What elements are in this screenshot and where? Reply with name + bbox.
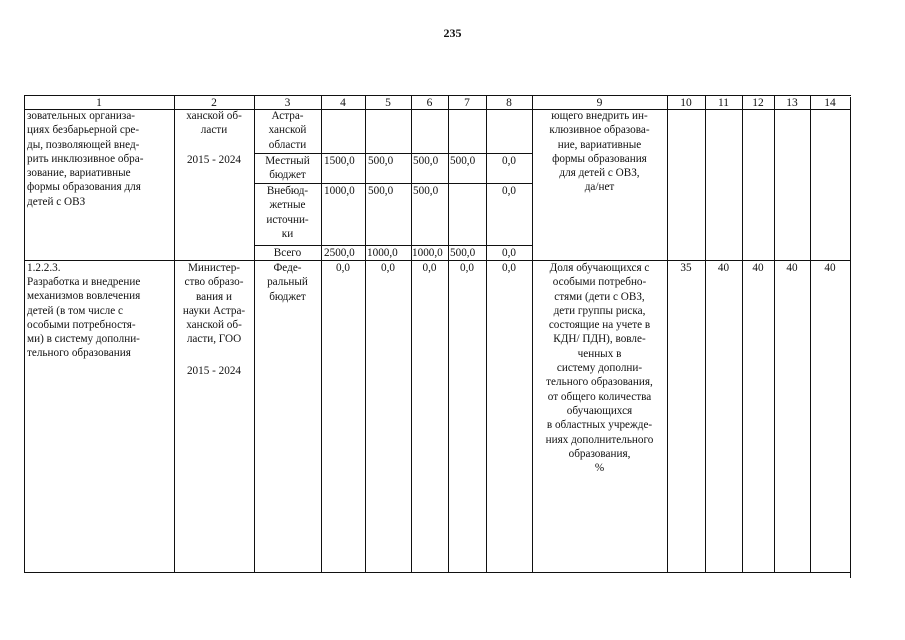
grid-line bbox=[742, 95, 743, 573]
amount-cell: 0,0 bbox=[502, 247, 516, 259]
column-header-4: 4 bbox=[340, 97, 346, 109]
grid-line bbox=[532, 95, 533, 573]
funding-source-extrabudgetary: Внебюд- жетные источни- ки bbox=[266, 185, 309, 240]
funding-source-total: Всего bbox=[273, 247, 302, 259]
grid-line bbox=[810, 95, 811, 573]
column-header-11: 11 bbox=[717, 97, 730, 109]
column-header-12: 12 bbox=[752, 97, 764, 109]
column-header-10: 10 bbox=[680, 97, 692, 109]
continued-years: 2015 - 2024 bbox=[186, 154, 242, 166]
amount-cell: 2500,0 bbox=[324, 247, 355, 259]
column-header-5: 5 bbox=[385, 97, 391, 109]
amount-cell: 500,0 bbox=[413, 155, 439, 167]
amount-cell: 1500,0 bbox=[324, 155, 355, 167]
amount-cell: 0,0 bbox=[460, 262, 474, 274]
amount-cell: 500,0 bbox=[368, 155, 394, 167]
item-funding-source: Феде- ральный бюджет bbox=[267, 262, 308, 303]
item-executor: Министер- ство образо- вания и науки Астра- ханской об- ласти, ГОО bbox=[182, 262, 246, 346]
item-number: 1.2.2.3. bbox=[27, 262, 61, 274]
grid-line bbox=[321, 95, 322, 573]
amount-cell: 500,0 bbox=[368, 185, 394, 197]
amount-cell: 500,0 bbox=[413, 185, 439, 197]
column-header-9: 9 bbox=[596, 97, 603, 109]
funding-source-local: Местный бюджет bbox=[265, 155, 310, 182]
amount-cell: 0,0 bbox=[502, 262, 516, 274]
amount-cell: 500,0 bbox=[450, 155, 476, 167]
indicator-value: 35 bbox=[680, 262, 692, 274]
table-border-bottom bbox=[24, 572, 851, 573]
table-border-left bbox=[24, 95, 25, 573]
indicator-value: 40 bbox=[786, 262, 798, 274]
amount-cell: 0,0 bbox=[381, 262, 395, 274]
column-header-13: 13 bbox=[786, 97, 798, 109]
column-header-1: 1 bbox=[96, 97, 102, 109]
column-header-6: 6 bbox=[426, 97, 433, 109]
column-header-8: 8 bbox=[506, 97, 512, 109]
amount-cell: 1000,0 bbox=[412, 247, 443, 259]
funding-source-regional: Астра- ханской области bbox=[268, 110, 307, 151]
continued-executor: ханской об- ласти bbox=[186, 110, 242, 137]
amount-cell: 0,0 bbox=[502, 185, 516, 197]
amount-cell: 0,0 bbox=[502, 155, 516, 167]
column-header-14: 14 bbox=[824, 97, 836, 109]
amount-cell: 0,0 bbox=[422, 262, 437, 274]
indicator-value: 40 bbox=[717, 262, 730, 274]
amount-cell: 500,0 bbox=[450, 247, 476, 259]
grid-line bbox=[174, 95, 175, 573]
column-header-3: 3 bbox=[284, 97, 291, 109]
grid-line bbox=[774, 95, 775, 573]
column-header-7: 7 bbox=[464, 97, 470, 109]
grid-line bbox=[254, 95, 255, 573]
continued-indicator: ющего внедрить ин- клюзивное образова- ние, вариативные формы образования для детей с ОВЗ, да/нет bbox=[549, 110, 650, 194]
amount-cell: 1000,0 bbox=[324, 185, 355, 197]
amount-cell: 0,0 bbox=[336, 262, 350, 274]
table-border-right bbox=[850, 97, 851, 578]
amount-cell: 1000,0 bbox=[367, 247, 398, 259]
continued-description: зовательных организа- циях безбарьерной сре- ды, позволяющей внед- рить инклюзивное обра- зование, вариативные формы образования для детей с ОВЗ bbox=[27, 110, 144, 208]
item-years: 2015 - 2024 bbox=[186, 365, 242, 377]
indicator-value: 40 bbox=[752, 262, 764, 274]
grid-line bbox=[667, 95, 668, 573]
indicator-value: 40 bbox=[824, 262, 836, 274]
grid-line bbox=[705, 95, 706, 573]
grid-line bbox=[411, 95, 412, 573]
column-header-2: 2 bbox=[211, 97, 217, 109]
item-indicator: Доля обучающихся с особыми потребно- стями (дети с ОВЗ, дети группы риска, состоящие на учете в КДН/ ПДН), вовле- ченных в систему дополни- тельного образования, от общего количества обучающихся в областных учрежде- ниях дополнительного образования, % bbox=[545, 262, 654, 475]
item-description: Разработка и внедрение механизмов вовлечения детей (в том числе с особыми потребностя- ми) в систему дополни- тельного образования bbox=[27, 276, 141, 360]
page-number: 235 bbox=[443, 26, 462, 40]
table-border-top bbox=[24, 95, 851, 96]
